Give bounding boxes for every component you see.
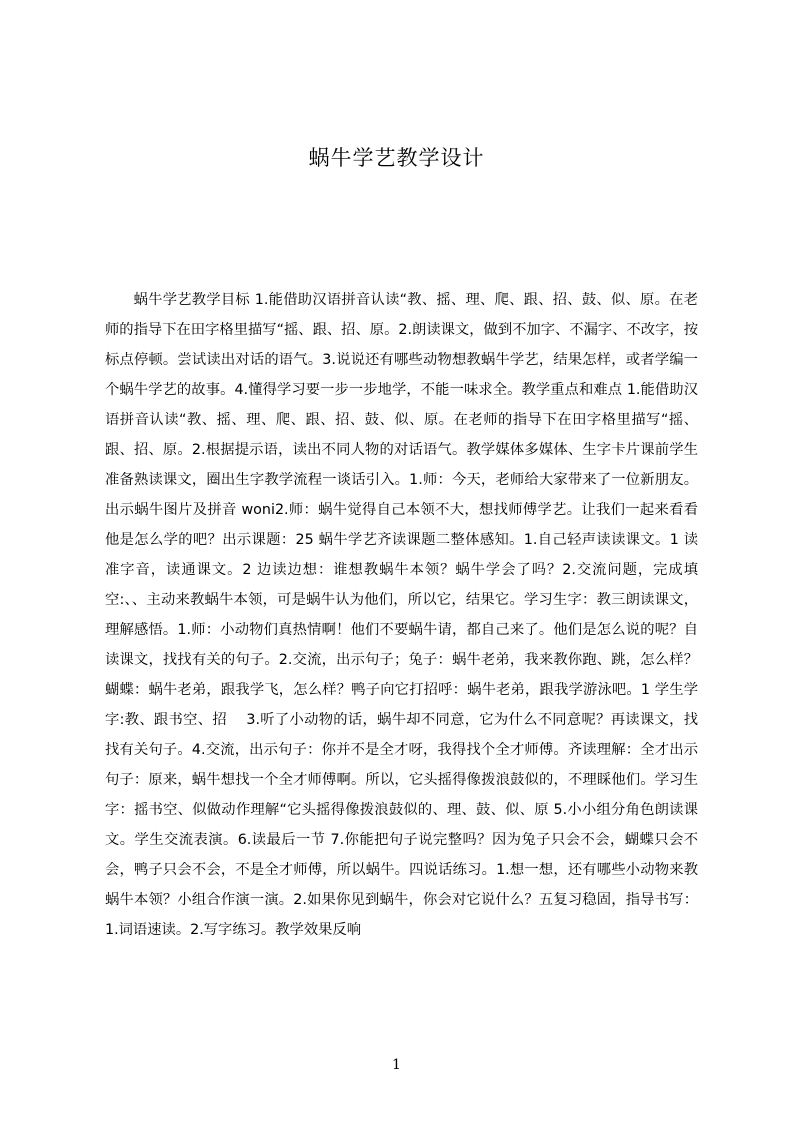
document-title: 蜗牛学艺教学设计 [308, 146, 485, 170]
document-body-text: 蜗牛学艺教学目标 1.能借助汉语拼音认读“教、摇、理、爬、跟、招、鼓、似、原。在老师的指导下在田字格里描写“摇、跟、招、原。2.朗读课文，做到不加字、不漏字、不改字，按标点停顿。尝试读出对话的语气。3.说说还有哪些动物想教蜗牛学艺，结果怎样，或者学编一个蜗牛学艺的故事。4.懂得学习要一步一步地学，不能一味求全。教学重点和难点 1.能借助汉语拼音认读“教、摇、理、爬、跟、招、鼓、似、原。在老师的指导下在田字格里描写“摇、跟、招、原。2.根据提示语，读出不同人物的对话语气。教学媒体多媒体、生字卡片课前学生准备熟读课文，圈出生字教学流程一谈话引入。1.师：今天，老师给大家带来了一位新朋友。出示蜗牛图片及拼音 woni2.师：蜗牛觉得自己本领不大，想找师傅学艺。让我们一起来看看他是怎么学的吧？出示课题：25 蜗牛学艺齐读课题二整体感知。1.自己轻声读读课文。1 读准字音，读通课文。2 边读边想：谁想教蜗牛本领？蜗牛学会了吗？2.交流问题，完成填空:、、主动来教蜗牛本领，可是蜗牛认为他们，所以它，结果它。学习生字：教三朗读课文，理解感悟。1.师：小动物们真热情啊！他们不要蜗牛请，都自己来了。他们是怎么说的呢？自读课文，找找有关的句子。2.交流，出示句子；兔子：蜗牛老弟，我来教你跑、跳，怎么样？蝴蝶：蜗牛老弟，跟我学飞，怎么样？鸭子向它打招呼：蜗牛老弟，跟我学游泳吧。1 学生学字:教、跟书空、招 3.听了小动物的话，蜗牛却不同意，它为什么不同意呢？再读课文，找找有关句子。4.交流，出示句子：你并不是全才呀，我得找个全才师傅。齐读理解：全才出示句子：原来，蜗牛想找一个全才师傅啊。所以，它头摇得像拨浪鼓似的，不理睬他们。学习生字：摇书空、似做动作理解“它头摇得像拨浪鼓似的、理、鼓、似、原 5.小小组分角色朗读课文。学生交流表演。6.读最后一节 7.你能把句子说完整吗？因为兔子只会不会，蝴蝶只会不会，鸭子只会不会，不是全才师傅，所以蜗牛。四说话练习。1.想一想，还有哪些小动物来教蜗牛本领？小组合作演一演。2.如果你见到蜗牛，你会对它说什么？五复习稳固，指导书写：1.词语速读。2.写字练习。教学效果反响 [105, 292, 698, 938]
page-number: 1 [392, 1057, 401, 1073]
